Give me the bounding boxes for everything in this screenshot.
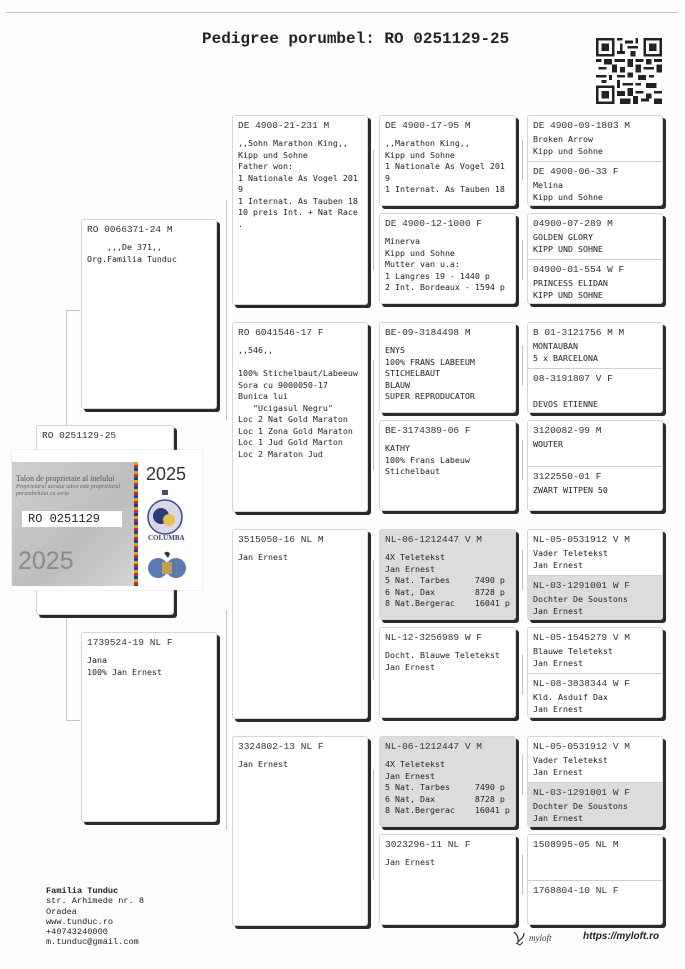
info-line: 5 Nat. Tarbes 7490 p xyxy=(385,782,505,792)
info-line: Vader Teletekst xyxy=(533,755,608,765)
ring-number: NL-12-3256989 W F xyxy=(385,632,482,643)
ring-number: DE 4900-21-231 M xyxy=(238,120,330,131)
pigeon-entry xyxy=(528,782,662,827)
ring-number: NL-06-1212447 V M xyxy=(385,534,482,545)
ring-number: RO 6041546-17 F xyxy=(238,327,324,338)
pigeon-box-gen3[interactable] xyxy=(379,115,516,206)
ring-number: NL-03-1291001 W F xyxy=(533,580,630,591)
pigeon-box-gen4[interactable] xyxy=(527,115,663,206)
ring-number: 08-3191807 V F xyxy=(533,373,613,384)
connector-line xyxy=(522,440,523,480)
info-line: 9 xyxy=(385,172,390,183)
info-line: Loc 1 Jud Gold Marton xyxy=(238,437,343,447)
info-line: 1 Internat. As Tauben 18 xyxy=(238,195,358,206)
info-line: 5 x BARCELONA xyxy=(533,352,598,363)
info-line: 100% Frans Labeuw xyxy=(385,454,470,465)
ring-number: 1768804-10 NL F xyxy=(533,885,619,896)
pigeon-entry xyxy=(233,737,367,771)
card-year-large: 2025 xyxy=(18,547,74,575)
pigeon-entry xyxy=(380,628,515,718)
connector-line xyxy=(226,610,227,830)
pigeon-entry xyxy=(528,116,662,161)
pigeon-entry xyxy=(528,323,662,368)
pigeon-entry xyxy=(528,737,662,782)
ring-number: NL-05-0531912 V M xyxy=(533,741,630,752)
connector-line xyxy=(226,200,227,420)
info-line: KIPP UND SOHNE xyxy=(533,243,603,254)
pigeon-box-gen3[interactable] xyxy=(379,420,516,511)
info-line: Sora cu 9000050-17 xyxy=(238,379,328,390)
info-line: Jan Ernest xyxy=(533,703,583,714)
pigeon-box-gen4[interactable] xyxy=(527,420,663,511)
flag-stripe xyxy=(134,462,138,586)
info-line: . xyxy=(238,218,243,229)
connector-line xyxy=(522,140,523,180)
ring-number: NL-05-0531912 V M xyxy=(533,534,630,545)
info-line: Broken Arrow xyxy=(533,134,593,144)
columba-emblem-icon xyxy=(144,490,186,538)
connector-line xyxy=(66,310,80,311)
pigeon-box-gen3[interactable] xyxy=(379,627,516,718)
info-line: Jan Ernest xyxy=(533,559,583,570)
info-line: GOLDEN GLORY xyxy=(533,232,593,242)
pigeon-entry xyxy=(528,628,662,673)
info-line: ,,Sohn Marathon King,, xyxy=(238,138,348,148)
pigeon-entry xyxy=(528,575,662,620)
ring-number: NL-06-1212447 V M xyxy=(385,741,482,752)
info-line: Kipp und Sohne xyxy=(238,149,308,160)
info-line: Melina xyxy=(533,180,563,190)
pigeon-entry xyxy=(528,161,662,206)
card-ring-number: RO 0251129 xyxy=(22,511,122,527)
info-line: Blauwe Teletekst xyxy=(533,646,613,656)
ring-number: DE 4900-17-95 M xyxy=(385,120,471,131)
pigeon-box-dam[interactable] xyxy=(81,632,217,822)
info-line: 6 Nat, Dax 8728 p xyxy=(385,793,505,804)
info-line: ,,,De 371,, xyxy=(87,242,162,252)
info-line: KIPP UND SOHNE xyxy=(533,289,603,300)
info-line: Mutter van u.a: xyxy=(385,259,460,269)
pigeon-box-sire[interactable] xyxy=(81,219,217,409)
pigeon-box-gen4[interactable] xyxy=(527,213,663,304)
pigeon-entry xyxy=(380,214,515,304)
info-line: ,,Marathon King,, xyxy=(385,138,470,148)
ring-number: 1739524-19 NL F xyxy=(87,637,173,648)
pigeon-box-gen4[interactable] xyxy=(527,736,663,827)
pigeon-box-gen3[interactable] xyxy=(379,736,516,827)
pigeon-box-gen4[interactable] xyxy=(527,529,663,620)
top-rule xyxy=(6,12,678,13)
info-line: Jan Ernest xyxy=(533,605,583,616)
info-line: Jan Ernest xyxy=(385,563,435,574)
info-line: Loc 2 Maraton Jud xyxy=(238,448,323,459)
ownership-card xyxy=(12,450,202,590)
owner-city: Oradea xyxy=(46,906,77,917)
info-line: SUPER REPRODUCATOR xyxy=(385,391,475,401)
pigeon-entry xyxy=(528,214,662,259)
owner-address xyxy=(46,886,144,948)
info-line: ZWART WITPEN 50 xyxy=(533,485,608,495)
ring-number: DE 4900-09-1803 M xyxy=(533,120,630,131)
info-line: 4X Teletekst xyxy=(385,552,445,562)
connector-line xyxy=(373,560,374,680)
ring-number: 04900-01-554 W F xyxy=(533,264,625,275)
info-line: Jan Ernest xyxy=(385,857,435,867)
ring-number: BE-3174389-06 F xyxy=(385,425,471,436)
pigeon-box-gen2[interactable] xyxy=(232,736,368,926)
info-line: BLAUW xyxy=(385,379,410,390)
info-line: Jan Ernest xyxy=(385,770,435,781)
info-line: Kipp und Sohne xyxy=(385,247,455,258)
pigeon-entry xyxy=(528,673,662,718)
ring-number: RO 0251129-25 xyxy=(42,430,117,441)
logo-text: myloft xyxy=(529,933,552,943)
info-line: 8 Nat.Bergerac 16041 p xyxy=(385,598,510,608)
info-line: 1 Internat. As Tauben 18 xyxy=(385,184,505,194)
ring-number: 3515050-16 NL M xyxy=(238,534,324,545)
info-line: KATHY xyxy=(385,443,410,453)
ring-number: NL-05-1545279 V M xyxy=(533,632,630,643)
owner-email[interactable]: m.tunduc@gmail.com xyxy=(46,937,139,948)
info-line: Jan Ernest xyxy=(238,759,288,769)
connector-line xyxy=(522,550,523,590)
ring-number: NL-03-1291001 W F xyxy=(533,787,630,798)
info-line: Org.Familia Tunduc xyxy=(87,253,177,264)
pigeon-entry xyxy=(528,835,662,880)
info-line: Jan Ernest xyxy=(385,661,435,672)
info-line: 2 Int. Bordeaux - 1594 p xyxy=(385,282,505,292)
owner-website[interactable]: www.tunduc.ro xyxy=(46,916,114,927)
ring-number: DE 4900-12-1000 F xyxy=(385,218,482,229)
pigeon-box-gen2[interactable] xyxy=(232,322,368,512)
pigeon-entry xyxy=(380,835,515,925)
pigeon-entry xyxy=(82,633,216,678)
ring-number: 04900-07-289 M xyxy=(533,218,613,229)
footer-url[interactable]: https://myloft.ro xyxy=(583,931,660,942)
pigeon-box-gen4[interactable] xyxy=(527,627,663,718)
ring-number: 1508995-05 NL M xyxy=(533,839,619,850)
connector-line xyxy=(373,360,374,470)
connector-line xyxy=(373,770,374,880)
info-line: Vader Teletekst xyxy=(533,548,608,558)
info-line: Jan Ernest xyxy=(238,552,288,562)
pigeon-box-gen4[interactable] xyxy=(527,322,663,413)
card-subtitle: Proprietarul acestui talon este proprietarul porumbelului cu seria xyxy=(16,484,121,497)
pigeon-box-gen3[interactable] xyxy=(379,213,516,304)
ring-number: NL-08-3838344 W F xyxy=(533,678,630,689)
page-title: Pedigree porumbel: RO 0251129-25 xyxy=(202,30,510,48)
info-line: Kipp und Sohne xyxy=(533,145,603,156)
info-line: 1 Nationale As Vogel 201 xyxy=(238,172,358,183)
connector-line xyxy=(522,855,523,895)
pigeon-entry xyxy=(380,116,515,206)
ring-number: 3023296-11 NL F xyxy=(385,839,471,850)
info-line: 10 preis Int. + Nat Race xyxy=(238,207,358,217)
info-line: 6 Nat, Dax 8728 p xyxy=(385,586,505,597)
info-line: Bunica lui xyxy=(238,391,288,401)
pigeon-entry xyxy=(528,421,662,466)
pigeon-box-gen2[interactable] xyxy=(232,529,368,719)
owner-street: str. Arhimede nr. 8 xyxy=(46,896,144,907)
pigeon-entry xyxy=(380,737,515,827)
ring-number: 3122550-01 F xyxy=(533,471,602,482)
info-line: ENYS xyxy=(385,345,405,355)
ring-number: DE 4900-06-33 F xyxy=(533,166,619,177)
info-line: Father won: xyxy=(238,161,293,171)
pigeon-entry xyxy=(233,116,367,230)
connector-line xyxy=(522,240,523,280)
info-line: Kipp und Sohne xyxy=(533,191,603,202)
pigeon-entry xyxy=(233,323,367,460)
info-line: 100% Jan Ernest xyxy=(87,666,162,677)
info-line: 5 Nat. Tarbes 7490 p xyxy=(385,575,505,585)
info-line: Jan Ernest xyxy=(533,766,583,777)
info-line: Kipp und Sohne xyxy=(385,149,455,160)
pigeon-box-gen4[interactable] xyxy=(527,834,663,925)
qr-code-icon xyxy=(596,38,662,104)
info-line xyxy=(533,387,657,399)
connector-line xyxy=(66,600,67,720)
connector-line xyxy=(522,755,523,795)
pigeon-entry xyxy=(233,530,367,564)
pigeon-entry xyxy=(528,530,662,575)
pigeon-entry xyxy=(380,421,515,511)
pigeon-entry xyxy=(380,530,515,620)
ring-number: RO 0066371-24 M xyxy=(87,224,173,235)
info-line: 100% Stichelbaut/Labeeuw xyxy=(238,368,358,378)
info-line: Minerva xyxy=(385,236,420,246)
pigeon-box-gen3[interactable] xyxy=(379,529,516,620)
connector-line xyxy=(373,150,374,270)
pigeon-box-gen3[interactable] xyxy=(379,834,516,925)
pigeon-entry xyxy=(37,426,173,442)
info-line: 8 Nat.Bergerac 16041 p xyxy=(385,805,510,815)
info-line xyxy=(238,357,362,369)
owner-phone: +40743240000 xyxy=(46,927,108,938)
pigeon-box-gen3[interactable] xyxy=(379,322,516,413)
card-title: Talon de proprietate al inelului xyxy=(16,474,115,483)
info-line: 4X Teletekst xyxy=(385,759,445,769)
pigeon-entry xyxy=(528,466,662,511)
info-line: Kld. Asduif Dax xyxy=(533,692,608,702)
info-line: 9 xyxy=(238,184,243,194)
info-line: Jana xyxy=(87,655,107,665)
info-line: MONTAUBAN xyxy=(533,341,578,351)
info-line: ,,546,, xyxy=(238,345,273,355)
ring-number: BE-09-3184498 M xyxy=(385,327,471,338)
info-line: Docht. Blauwe Teletekst xyxy=(385,650,500,660)
info-line: 100% FRANS LABEEUM xyxy=(385,356,475,367)
info-line: Jan Ernest xyxy=(533,657,583,668)
info-line: WOUTER xyxy=(533,439,563,449)
pigeon-entry xyxy=(380,323,515,413)
myloft-logo-icon xyxy=(512,929,568,947)
ring-number: 3120082-99 M xyxy=(533,425,602,436)
info-line: Stichelbaut xyxy=(385,466,440,476)
info-line: 1 Langres 19 - 1440 p xyxy=(385,270,490,281)
info-line: Dochter De Soustons xyxy=(533,801,628,811)
pigeon-entry xyxy=(528,880,662,925)
owner-name: Familia Tunduc xyxy=(46,886,119,896)
pigeon-entry xyxy=(82,220,216,265)
connector-line xyxy=(66,310,67,430)
globe-pigeon-icon xyxy=(144,550,190,580)
ring-number: B 01-3121756 M M xyxy=(533,327,625,338)
connector-line xyxy=(522,345,523,385)
info-line: Loc 2 Nat Gold Maraton xyxy=(238,414,348,424)
info-line: STICHELBAUT xyxy=(385,368,440,378)
info-line: "Ucigasul Negru" xyxy=(238,402,333,413)
pigeon-entry xyxy=(528,368,662,413)
pigeon-entry xyxy=(528,259,662,304)
info-line: Loc 1 Zona Gold Maraton xyxy=(238,425,353,436)
info-line: Jan Ernest xyxy=(533,812,583,823)
card-brand: COLUMBA xyxy=(148,534,185,542)
connector-line xyxy=(522,655,523,695)
info-line: 1 Nationale As Vogel 201 xyxy=(385,161,505,171)
pigeon-box-gen2[interactable] xyxy=(232,115,368,305)
card-year: 2025 xyxy=(146,464,187,484)
ring-number: 3324802-13 NL F xyxy=(238,741,324,752)
info-line: DEVOS ETIENNE xyxy=(533,398,598,409)
info-line: PRINCESS ELIDAN xyxy=(533,278,608,288)
connector-line xyxy=(66,720,80,721)
info-line: Dochter De Soustons xyxy=(533,594,628,604)
